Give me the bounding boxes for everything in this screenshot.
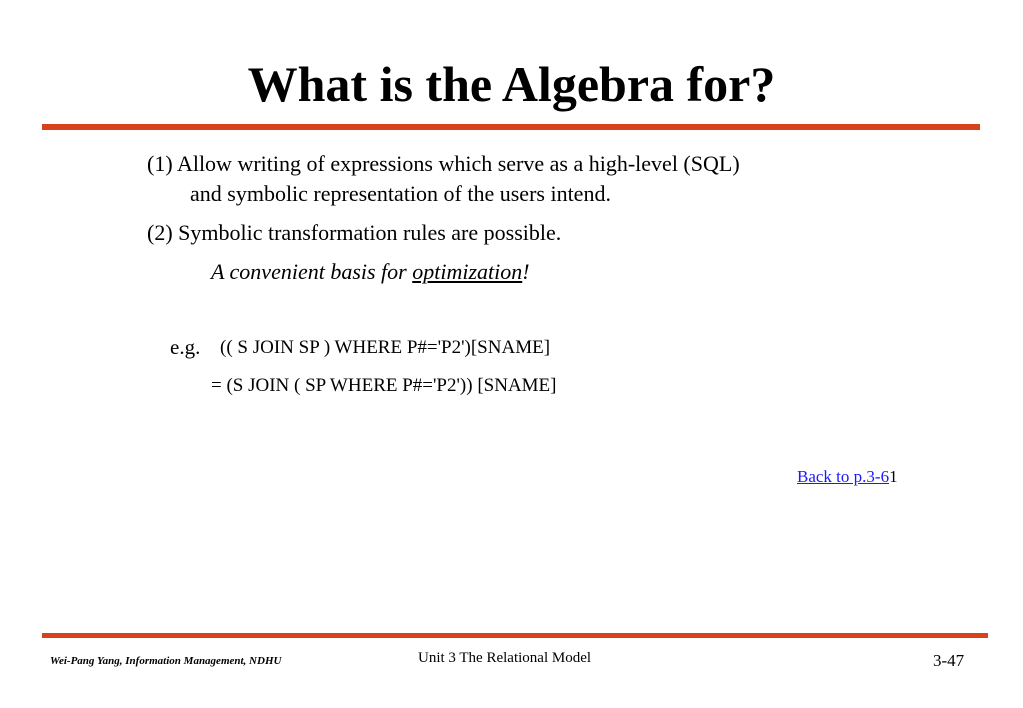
- item-1-line-2: and symbolic representation of the users intend.: [190, 181, 611, 206]
- footer-divider: [42, 633, 988, 638]
- back-link-container: [797, 466, 898, 488]
- basis-statement: [211, 258, 530, 286]
- basis-prefix: A convenient basis for: [211, 259, 413, 284]
- back-link[interactable]: Back to p.3-6: [797, 467, 890, 486]
- example-expression-1: (( S JOIN SP ) WHERE P#='P2')[SNAME]: [220, 337, 551, 358]
- title-divider: [42, 124, 980, 130]
- optimization-term: optimization: [412, 259, 523, 284]
- footer-page-number: 3-47: [933, 651, 965, 670]
- back-link-suffix: 1: [889, 467, 898, 486]
- footer-unit: Unit 3 The Relational Model: [418, 650, 592, 666]
- slide-title: What is the Algebra for?: [247, 56, 776, 112]
- basis-suffix: !: [522, 259, 530, 284]
- example-expression-2: = (S JOIN ( SP WHERE P#='P2')) [SNAME]: [211, 375, 557, 396]
- example-label: e.g.: [170, 335, 201, 359]
- footer-author: Wei-Pang Yang, Information Management, NDHU: [50, 655, 282, 667]
- item-1-line-1: (1) Allow writing of expressions which serve as a high-level (SQL): [147, 151, 740, 176]
- item-2: (2) Symbolic transformation rules are possible.: [147, 220, 562, 245]
